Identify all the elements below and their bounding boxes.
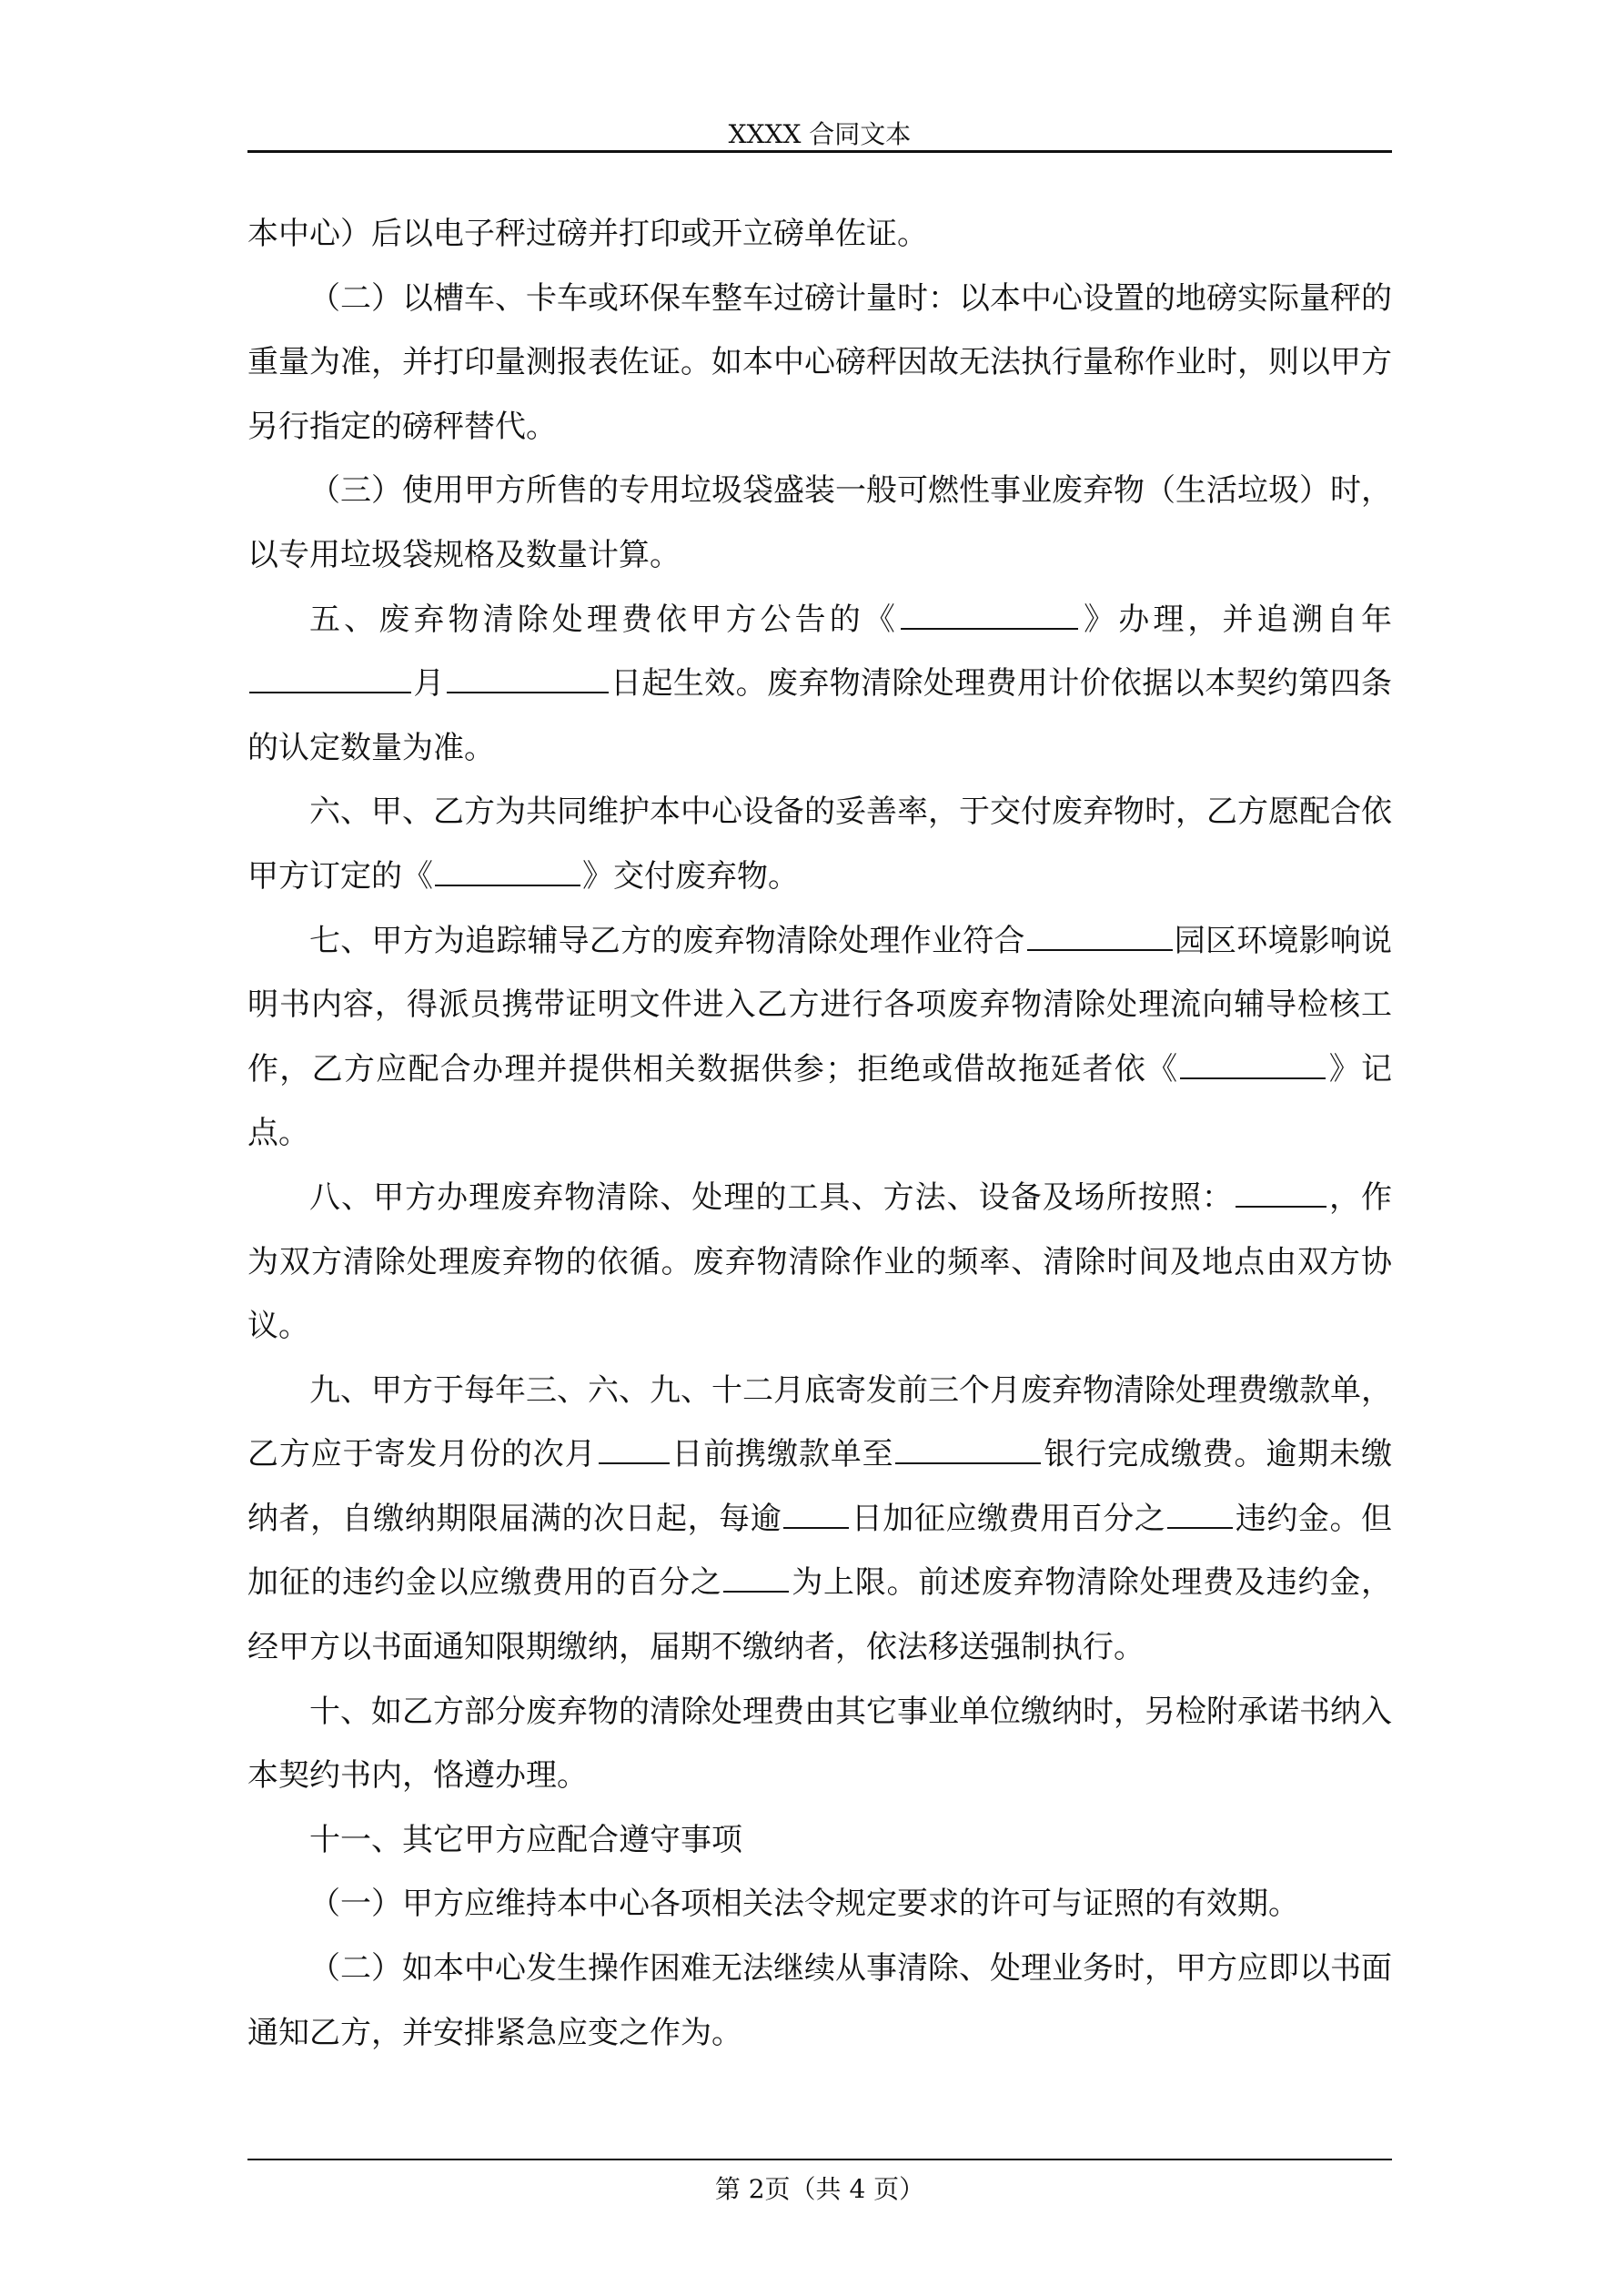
fill-blank-regulation[interactable]: [1180, 1050, 1326, 1079]
clause-text: 银行完成缴费。逾期未缴纳者，自缴纳期限届满的次日起，每逾: [247, 1436, 1393, 1537]
clause-text: 七、甲方为追踪辅导乙方的废弃物清除处理作业符合: [309, 922, 1025, 959]
paragraph-continuation: 本中心）后以电子秤过磅并打印或开立磅单佐证。: [247, 216, 928, 252]
fill-blank-cap-percent[interactable]: [723, 1563, 789, 1593]
fill-blank-park[interactable]: [1027, 922, 1173, 951]
header-divider: [247, 150, 1392, 153]
paragraph-clause-7: [247, 909, 1392, 1166]
fill-blank-rules[interactable]: [435, 857, 580, 886]
clause-text: 》记点。: [247, 1050, 1393, 1152]
clause-text: 日前携缴款单至: [671, 1436, 894, 1473]
fill-blank-day[interactable]: [599, 1435, 670, 1464]
fill-blank-penalty-percent[interactable]: [1167, 1500, 1233, 1529]
clause-text: 》交付废弃物。: [582, 857, 799, 895]
paragraph-clause-4-2: （二）以槽车、卡车或环保车整车过磅计量时：以本中心设置的地磅实际量秤的重量为准，并打印量测报表佐证。如本中心磅秤因故无法执行量称作业时，则以甲方另行指定的磅秤替代。: [247, 279, 1392, 445]
paragraph-clause-10: 十、如乙方部分废弃物的清除处理费由其它事业单位缴纳时，另检附承诺书纳入本契约书内，恪遵办理。: [247, 1693, 1392, 1795]
page-number: 第 2页（共 4 页）: [714, 2174, 925, 2204]
paragraph-clause-6: [247, 780, 1392, 908]
clause-text: 六、甲、乙方为共同维护本中心设备的妥善率，于交付废弃物时，乙方愿配合依甲方订定的《: [247, 794, 1392, 895]
fill-blank-month[interactable]: [447, 664, 609, 693]
fill-blank-bank[interactable]: [895, 1435, 1041, 1464]
fill-blank-standard[interactable]: [1236, 1178, 1326, 1208]
clause-text: 》办理，并追溯自年: [1079, 601, 1393, 638]
paragraph-clause-4-3: （三）使用甲方所售的专用垃圾袋盛装一般可燃性事业废弃物（生活垃圾）时，以专用垃圾袋规格及数量计算。: [247, 472, 1392, 573]
paragraph-clause-11-1: （一）甲方应维持本中心各项相关法令规定要求的许可与证照的有效期。: [309, 1886, 1299, 1923]
clause-text: 日加征应缴费用百分之: [851, 1500, 1166, 1537]
contract-body: [247, 202, 1392, 2065]
clause-text: 八、甲方办理废弃物清除、处理的工具、方法、设备及场所按照：: [309, 1178, 1234, 1216]
fill-blank-announcement[interactable]: [901, 601, 1078, 630]
paragraph-clause-5: [247, 588, 1392, 781]
clause-text: 五、废弃物清除处理费依甲方公告的《: [309, 601, 899, 638]
clause-text: 园区环境影响说明书内容，得派员携带证明文件进入乙方进行各项废弃物清除处理流向辅导检核工作，乙方应配合办理并提供相关数据供参；拒绝或借故拖延者依《: [247, 922, 1393, 1087]
clause-text: 日起生效。废弃物清除处理费用计价依据以本契约第四条的认定数量为准。: [247, 665, 1393, 766]
clause-text: 违约金。但加征的违约金以应缴费用的百分之: [247, 1500, 1393, 1602]
page-header: XXXX 合同文本: [728, 119, 912, 149]
clause-text: 九、甲方于每年三、六、九、十二月底寄发前三个月废弃物清除处理费缴款单，乙方应于寄发月份的次月: [247, 1371, 1392, 1473]
paragraph-clause-11-2: （二）如本中心发生操作困难无法继续从事清除、处理业务时，甲方应即以书面通知乙方，并安排紧急应变之作为。: [247, 1950, 1392, 2051]
paragraph-clause-11: 十一、其它甲方应配合遵守事项: [309, 1821, 742, 1858]
fill-blank-overdue-days[interactable]: [783, 1500, 849, 1529]
clause-text: ，作为双方清除处理废弃物的依循。废弃物清除作业的频率、清除时间及地点由双方协议。: [247, 1178, 1393, 1345]
paragraph-clause-9: [247, 1359, 1392, 1680]
paragraph-clause-8: [247, 1166, 1392, 1359]
fill-blank-year[interactable]: [249, 664, 411, 693]
footer-divider: [247, 2159, 1392, 2160]
clause-text: 为上限。前述废弃物清除处理费及违约金，经甲方以书面通知限期缴纳，届期不缴纳者，依法移送强制执行。: [247, 1564, 1393, 1666]
clause-text: 月: [413, 665, 445, 703]
